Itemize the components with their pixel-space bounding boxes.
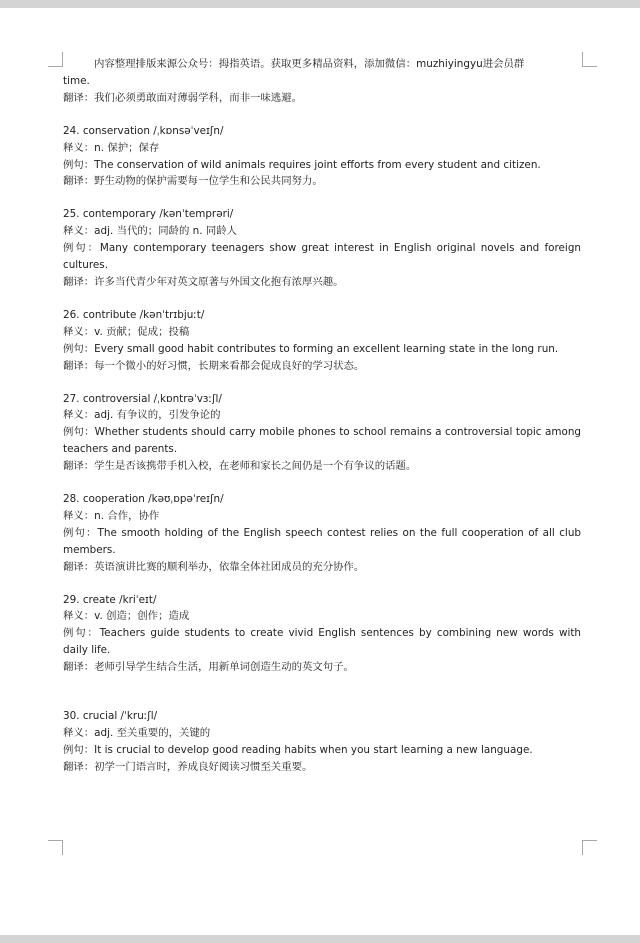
vocab-entry-27 (63, 391, 581, 476)
entry-headword: 24. conservation /ˌkɒnsəˈveɪʃn/ (63, 124, 224, 137)
vocab-entry-25 (63, 206, 581, 291)
entry-meaning: 释义：n. 保护；保存 (63, 141, 160, 154)
entry-translation: 翻译：学生是否该携带手机入校，在老师和家长之间仍是一个有争议的话题。 (63, 460, 417, 473)
entry-example: 例句：It is crucial to develop good reading habits when you start learning a new language. (63, 743, 533, 756)
entry-example: 例句：The smooth holding of the English speech contest relies on the full cooperation of all club members. (63, 526, 581, 556)
crop-mark-top-right (582, 52, 597, 67)
vocab-entry-26 (63, 307, 581, 375)
entry-example: 例句：The conservation of wild animals requires joint efforts from every student and citizen. (63, 158, 541, 171)
entry-headword: 27. controversial /ˌkɒntrəˈvɜːʃl/ (63, 392, 222, 405)
entry-example: 例句：Many contemporary teenagers show great interest in English original novels and foreign cultures. (63, 242, 581, 272)
entry-meaning: 释义：adj. 当代的；同龄的 n. 同龄人 (63, 225, 238, 238)
vocab-entry-29 (63, 592, 581, 677)
entry-example: 例句：Whether students should carry mobile phones to school remains a controversial topic among teachers and parents. (63, 426, 581, 456)
entry-headword: 30. crucial /ˈkruːʃl/ (63, 710, 158, 723)
entry-translation: 翻译：初学一门语言时，养成良好阅读习惯至关重要。 (63, 760, 313, 773)
entry-meaning: 释义：n. 合作，协作 (63, 509, 160, 522)
entry-meaning: 释义：adj. 有争议的，引发争论的 (63, 409, 221, 422)
vocab-entry-28 (63, 491, 581, 576)
entry-headword: 26. contribute /kənˈtrɪbjuːt/ (63, 308, 205, 321)
vocab-entry-24 (63, 123, 581, 191)
vocab-entry-30 (63, 708, 581, 776)
entry-meaning: 释义：v. 贡献；促成；投稿 (63, 325, 190, 338)
entry-example: 例句：Teachers guide students to create vivid English sentences by combining new words with daily life. (63, 627, 581, 657)
page-content (63, 56, 581, 776)
entry-example: 例句：Every small good habit contributes to forming an excellent learning state in the long run. (63, 342, 559, 355)
crop-mark-bottom-left (48, 840, 63, 855)
entry-translation: 翻译：老师引导学生结合生活，用新单词创造生动的英文句子。 (63, 661, 354, 674)
crop-mark-bottom-right (582, 840, 597, 855)
entry-meaning: 释义：v. 创造；创作；造成 (63, 610, 190, 623)
crop-mark-top-left (48, 52, 63, 67)
entry-translation: 翻译：每一个微小的好习惯，长期来看都会促成良好的学习状态。 (63, 359, 365, 372)
entry-translation: 翻译：野生动物的保护需要每一位学生和公民共同努力。 (63, 175, 323, 188)
entry-meaning: 释义：adj. 至关重要的，关键的 (63, 727, 211, 739)
page-bottom-edge (0, 935, 640, 943)
entry-translation: 翻译：英语演讲比赛的顺利举办，依靠全体社团成员的充分协作。 (63, 560, 365, 573)
entry-headword: 29. create /kriˈeɪt/ (63, 593, 157, 606)
entry-headword: 28. cooperation /kəʊˌɒpəˈreɪʃn/ (63, 493, 224, 506)
carry-over-translation: 翻译：我们必须勇敢面对薄弱学科，而非一味逃避。 (63, 91, 302, 104)
page-top-edge (0, 0, 640, 8)
source-notice: 内容整理排版来源公众号：拇指英语。获取更多精品资料，添加微信：muzhiyingyu进会员群 (94, 58, 525, 70)
entry-headword: 25. contemporary /kənˈtemprəri/ (63, 208, 234, 221)
entry-translation: 翻译：许多当代青少年对英文原著与外国文化抱有浓厚兴趣。 (63, 275, 344, 288)
carry-over-text: time. (63, 74, 90, 87)
